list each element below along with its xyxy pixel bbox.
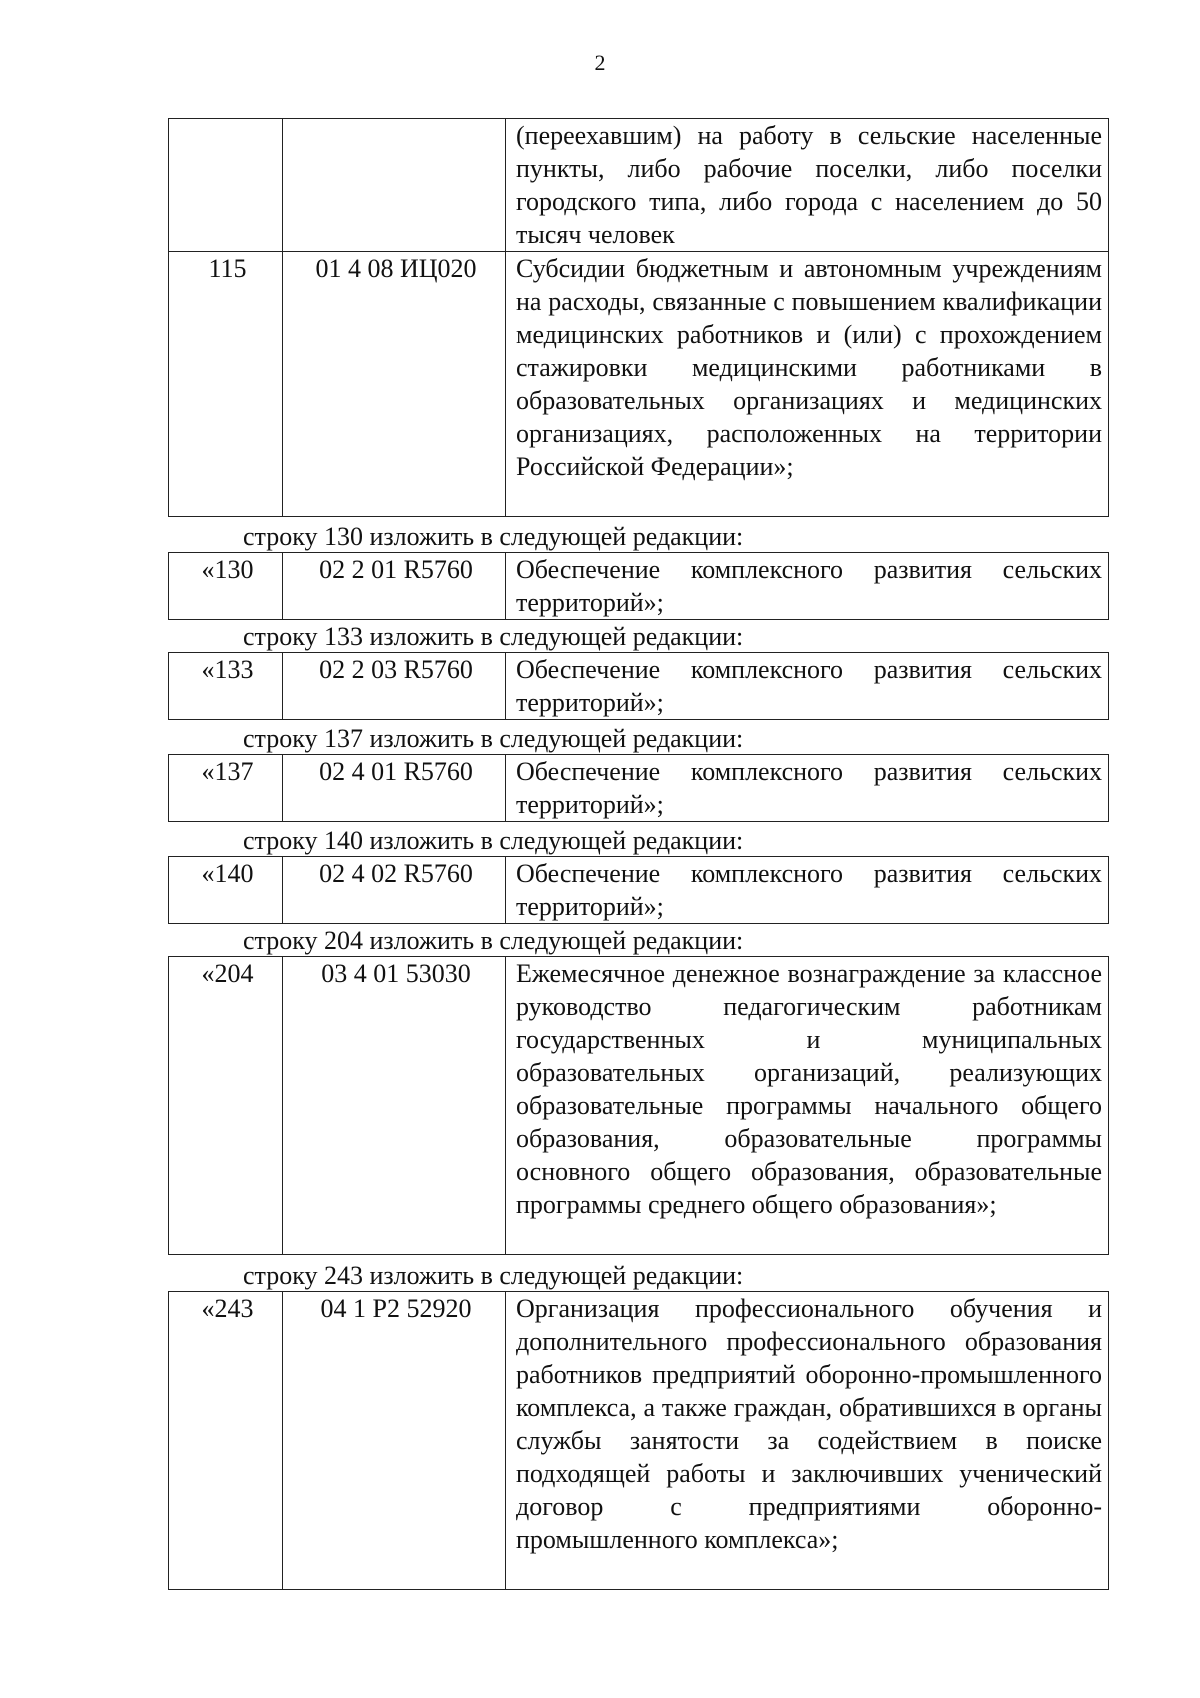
row-number-cell: «140 xyxy=(169,857,283,924)
page-number: 2 xyxy=(594,50,606,75)
table-row-115 xyxy=(169,252,1109,517)
amendment-block-140 xyxy=(0,826,1200,924)
amendment-intro: строку 133 изложить в следующей редакции: xyxy=(243,622,744,651)
amendment-table xyxy=(168,1291,1109,1590)
table-row xyxy=(169,653,1109,720)
table-row xyxy=(169,857,1109,924)
amendment-block-204 xyxy=(0,926,1200,1255)
amendment-block-133 xyxy=(0,622,1200,720)
row-text-cell: Обеспечение комплексного развития сельских территорий»; xyxy=(506,755,1109,822)
row-code-cell: 01 4 08 ИЦ020 xyxy=(283,252,506,517)
row-number-cell: «137 xyxy=(169,755,283,822)
row-code-cell: 02 2 01 R5760 xyxy=(283,553,506,620)
amendment-block-243 xyxy=(0,1261,1200,1590)
row-number-cell xyxy=(169,119,283,252)
table-row-continued xyxy=(169,119,1109,252)
amendment-intro: строку 130 изложить в следующей редакции: xyxy=(243,522,744,551)
amendment-block-137 xyxy=(0,724,1200,822)
row-code-cell: 02 4 02 R5760 xyxy=(283,857,506,924)
amendment-intro: строку 137 изложить в следующей редакции: xyxy=(243,724,744,753)
row-text-cell: Обеспечение комплексного развития сельских территорий»; xyxy=(506,553,1109,620)
row-number-cell: «243 xyxy=(169,1292,283,1590)
row-code-cell xyxy=(283,119,506,252)
row-code-cell: 04 1 Р2 52920 xyxy=(283,1292,506,1590)
row-number-cell: «130 xyxy=(169,553,283,620)
amendment-intro: строку 204 изложить в следующей редакции: xyxy=(243,926,744,955)
table-row xyxy=(169,957,1109,1255)
amendment-intro: строку 243 изложить в следующей редакции: xyxy=(243,1261,744,1290)
amendment-table xyxy=(168,956,1109,1255)
amendment-table xyxy=(168,552,1109,620)
row-number-cell: «204 xyxy=(169,957,283,1255)
row-number-cell: «133 xyxy=(169,653,283,720)
row-text-cell: Организация профессионального обучения и дополнительного профессионального образования работников предприятий оборонно-промышленного комплекса, а также граждан, обратившихся в органы службы занятости за содействием в поиске подходящей работы и заключивших ученический договор с предприятиями оборонно-промышленного комплекса»; xyxy=(506,1292,1109,1590)
row-code-cell: 03 4 01 53030 xyxy=(283,957,506,1255)
table-rows-continuation-115 xyxy=(168,118,1109,517)
amendment-table xyxy=(168,754,1109,822)
row-text-cell: Ежемесячное денежное вознаграждение за классное руководство педагогическим работникам государственных и муниципальных образовательных организаций, реализующих образовательные программы начального общего образования, образовательные программы основного общего образования, образовательные программы среднего общего образования»; xyxy=(506,957,1109,1255)
row-text-cell: (переехавшим) на работу в сельские населенные пункты, либо рабочие поселки, либо поселки городского типа, либо города с населением до 50 тысяч человек xyxy=(506,119,1109,252)
row-text-cell: Обеспечение комплексного развития сельских территорий»; xyxy=(506,857,1109,924)
row-text-cell: Субсидии бюджетным и автономным учреждениям на расходы, связанные с повышением квалификации медицинских работников и (или) с прохождением стажировки медицинскими работниками в образовательных организациях и медицинских организациях, расположенных на территории Российской Федерации»; xyxy=(506,252,1109,517)
amendment-intro: строку 140 изложить в следующей редакции: xyxy=(243,826,744,855)
table-row xyxy=(169,553,1109,620)
amendment-block-130 xyxy=(0,522,1200,620)
table-row xyxy=(169,755,1109,822)
row-number-cell: 115 xyxy=(169,252,283,517)
amendment-table xyxy=(168,856,1109,924)
table-row xyxy=(169,1292,1109,1590)
row-text-cell: Обеспечение комплексного развития сельских территорий»; xyxy=(506,653,1109,720)
row-code-cell: 02 2 03 R5760 xyxy=(283,653,506,720)
row-code-cell: 02 4 01 R5760 xyxy=(283,755,506,822)
amendment-table xyxy=(168,652,1109,720)
table-top xyxy=(0,118,1200,517)
